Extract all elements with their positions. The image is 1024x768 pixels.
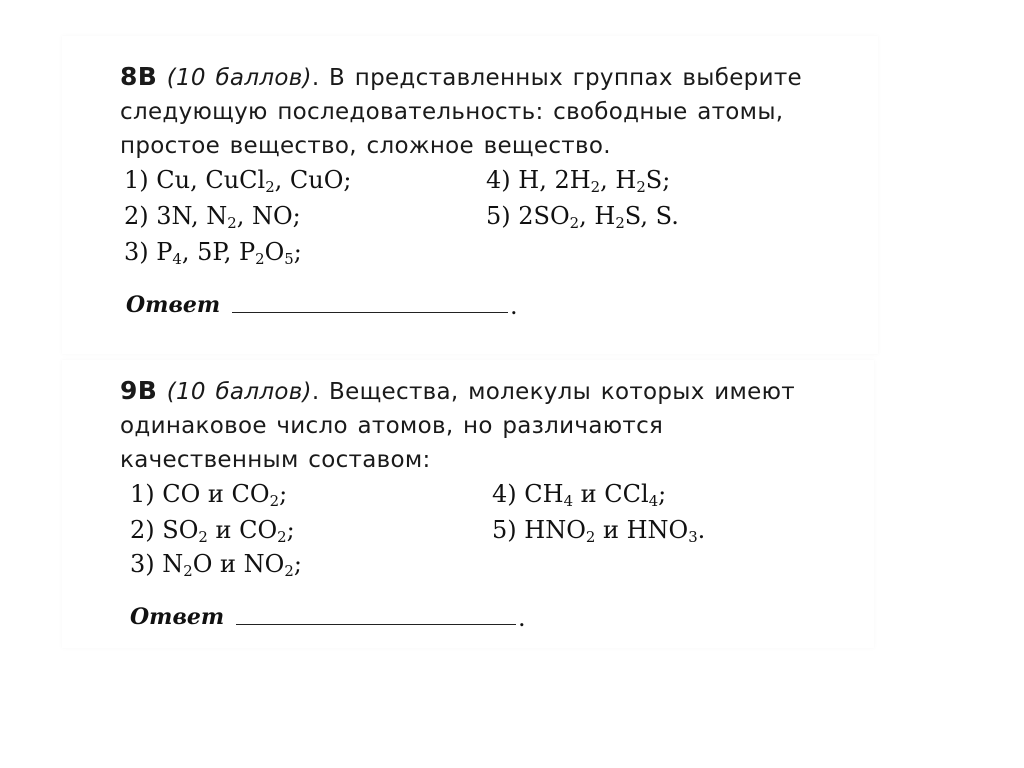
formula-text: ; (658, 480, 667, 508)
option-number: 4) (492, 480, 525, 508)
formula-text: и HNO (595, 516, 689, 544)
formula-text: 2SO (518, 202, 570, 230)
formula-subscript: 2 (269, 492, 280, 511)
option-number: 1) (130, 480, 163, 508)
formula-text: 3N, N (156, 202, 228, 230)
formula-subscript: 2 (615, 214, 625, 233)
option-number: 5) (486, 202, 519, 230)
formula-text: , H (600, 166, 637, 194)
formula-subscript: 4 (172, 250, 182, 269)
option-number: 4) (486, 166, 519, 194)
formula-text: Cu, CuCl (156, 166, 266, 194)
formula-text: ; (279, 480, 288, 508)
formula-subscript: 5 (284, 250, 294, 269)
option-number: 1) (124, 166, 157, 194)
q8-answer-label: Ответ (126, 292, 221, 318)
formula-text: ; (286, 516, 295, 544)
question-9-points: (10 баллов) (166, 379, 312, 405)
formula-text: , NO; (236, 202, 301, 230)
formula-text: и CO (207, 516, 278, 544)
q9-answer-line[interactable] (236, 624, 516, 625)
formula-text: P (156, 238, 173, 266)
question-8-body: . В представленных группах выберите следующую последовательность: свободные атомы, простое вещество, сложное вещество. (120, 65, 802, 159)
formula-text: S, S. (624, 202, 679, 230)
question-8-text (120, 60, 854, 163)
question-9-number: 9B (120, 376, 158, 405)
formula-text: . (697, 516, 706, 544)
q8-answer-line[interactable] (232, 312, 508, 313)
formula-text: и CCl (573, 480, 649, 508)
option-number: 2) (124, 202, 157, 230)
question-8-points: (10 баллов) (166, 65, 312, 91)
formula-text: O и NO (192, 550, 285, 578)
q9-answer-label: Ответ (130, 604, 225, 630)
option-number: 3) (124, 238, 157, 266)
formula-subscript: 2 (284, 562, 294, 581)
q8-option-5 (486, 202, 679, 232)
question-9-text (120, 374, 850, 477)
formula-text: , H (579, 202, 616, 230)
formula-subscript: 2 (183, 562, 193, 581)
option-number: 2) (130, 516, 163, 544)
formula-text: O (264, 238, 285, 266)
q8-option-2 (124, 202, 301, 232)
q9-answer-period: . (518, 604, 526, 632)
q9-option-4 (492, 480, 666, 510)
q8-answer-period: . (510, 292, 518, 320)
option-number: 3) (130, 550, 163, 578)
formula-text: CH (524, 480, 564, 508)
formula-subscript: 3 (688, 528, 698, 547)
q9-option-2 (130, 516, 295, 546)
formula-text: CO и CO (162, 480, 270, 508)
q9-option-5 (492, 516, 705, 546)
formula-text: HNO (524, 516, 586, 544)
formula-text: , CuO; (274, 166, 352, 194)
q9-option-3 (130, 550, 302, 580)
question-8-card (62, 36, 878, 354)
formula-text: ; (293, 550, 302, 578)
formula-subscript: 2 (265, 178, 275, 197)
formula-text: , 5P, P (181, 238, 256, 266)
formula-text: SO (162, 516, 199, 544)
formula-subscript: 2 (227, 214, 237, 233)
formula-subscript: 2 (585, 528, 596, 547)
question-9-card (62, 360, 874, 648)
formula-subscript: 2 (277, 528, 287, 547)
q8-option-4 (486, 166, 670, 196)
formula-text: N (162, 550, 184, 578)
formula-subscript: 4 (563, 492, 574, 511)
formula-subscript: 2 (590, 178, 601, 197)
q9-option-1 (130, 480, 287, 510)
formula-text: S; (645, 166, 671, 194)
q8-option-1 (124, 166, 352, 196)
option-number: 5) (492, 516, 525, 544)
formula-subscript: 2 (198, 528, 208, 547)
formula-subscript: 2 (569, 214, 580, 233)
formula-text: ; (293, 238, 302, 266)
formula-subscript: 4 (648, 492, 659, 511)
question-9-body: . Вещества, молекулы которых имеют одинаковое число атомов, но различаются качественным составом: (120, 379, 795, 473)
question-8-number: 8B (120, 62, 158, 91)
q8-option-3 (124, 238, 302, 268)
formula-subscript: 2 (636, 178, 646, 197)
formula-subscript: 2 (255, 250, 265, 269)
formula-text: H, 2H (518, 166, 591, 194)
